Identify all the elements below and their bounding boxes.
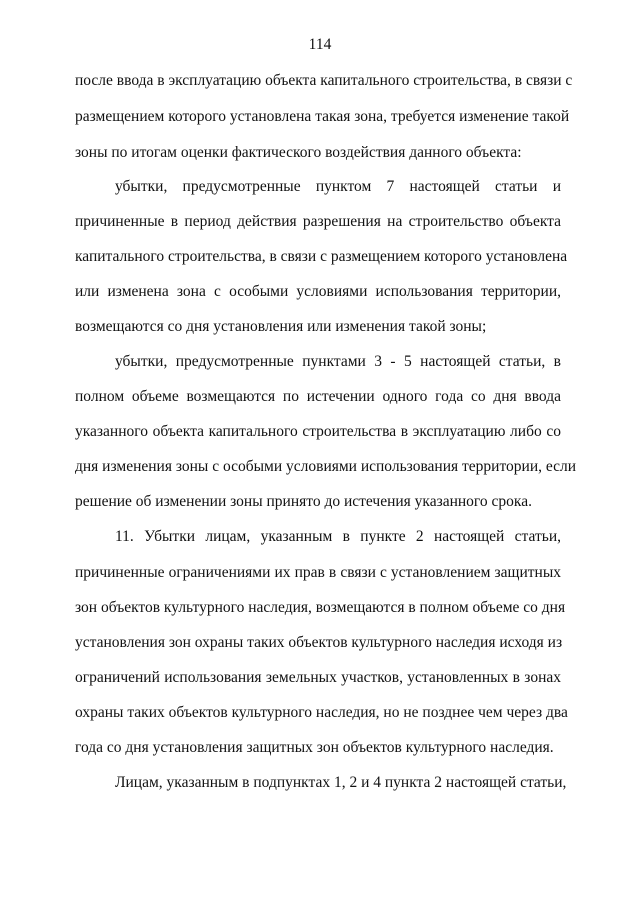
page-number: 114 [308, 36, 332, 53]
text-line: указанного объекта капитального строительства в эксплуатацию либо со [75, 423, 561, 440]
text-line: охраны таких объектов культурного наследия, но не позднее чем через два [75, 704, 568, 721]
text-line: решение об изменении зоны принято до истечения указанного срока. [75, 493, 532, 510]
text-line: после ввода в эксплуатацию объекта капитального строительства, в связи с [75, 72, 573, 89]
text-line: установления зон охраны таких объектов культурного наследия исходя из [75, 634, 563, 651]
text-line: убытки, предусмотренные пунктом 7 настоящей статьи и [115, 178, 561, 195]
text-line: или изменена зона с особыми условиями использования территории, [75, 283, 561, 300]
text-line: причиненные в период действия разрешения на строительство объекта [75, 213, 561, 230]
text-line: Лицам, указанным в подпунктах 1, 2 и 4 пункта 2 настоящей статьи, [115, 774, 567, 791]
text-line: 11. Убытки лицам, указанным в пункте 2 настоящей статьи, [115, 528, 561, 545]
text-line: дня изменения зоны с особыми условиями использования территории, если [75, 458, 577, 475]
text-line: зоны по итогам оценки фактического воздействия данного объекта: [75, 144, 522, 161]
text-line: ограничений использования земельных участков, установленных в зонах [75, 669, 561, 686]
text-line: зон объектов культурного наследия, возмещаются в полном объеме со дня [75, 599, 566, 616]
text-line: причиненные ограничениями их прав в связи с установлением защитных [75, 564, 561, 581]
text-line: года со дня установления защитных зон объектов культурного наследия. [75, 739, 554, 756]
text-line: капитального строительства, в связи с размещением которого установлена [75, 248, 568, 265]
text-line: убытки, предусмотренные пунктами 3 - 5 настоящей статьи, в [115, 353, 561, 370]
text-line: размещением которого установлена такая зона, требуется изменение такой [75, 108, 570, 125]
text-line: возмещаются со дня установления или изменения такой зоны; [75, 318, 487, 335]
text-line: полном объеме возмещаются по истечении одного года со дня ввода [75, 388, 561, 405]
